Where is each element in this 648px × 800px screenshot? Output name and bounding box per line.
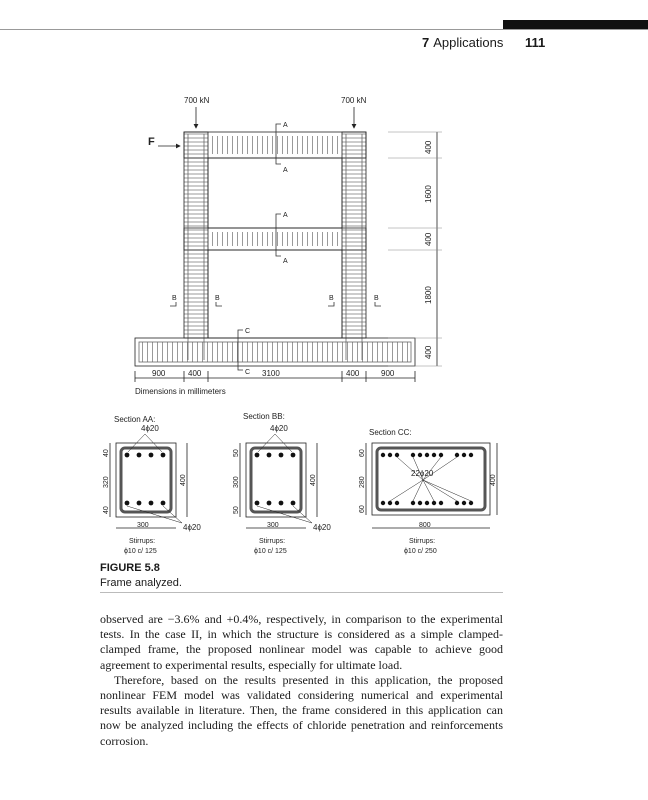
svg-text:300: 300: [233, 476, 240, 488]
svg-text:280: 280: [359, 476, 366, 488]
paragraph: Therefore, based on the results presented in this application, the proposed nonlinear FEM model was validated considering numerical and experimental results available in literature. Then, the frame considered in this application can now be analyzed including the effects of chloride penetration and reinforcements corrosion.: [100, 672, 503, 748]
dim-400-right: 400: [346, 369, 360, 378]
section-mark-b: B: [329, 295, 334, 302]
dim-3100: 3100: [262, 369, 280, 378]
svg-text:400: 400: [180, 474, 187, 486]
figure-caption: Frame analyzed.: [100, 577, 182, 589]
dim-400-left: 400: [188, 369, 202, 378]
section-aa-stirrups: ϕ10 c/ 125: [124, 548, 157, 555]
svg-text:400: 400: [490, 474, 497, 486]
section-aa-title: Section AA:: [114, 415, 156, 424]
svg-text:300: 300: [137, 522, 149, 529]
section-mark-c: C: [245, 369, 251, 376]
dim-900-left: 900: [152, 369, 166, 378]
svg-text:800: 800: [419, 522, 431, 529]
dim-1800: 1800: [424, 286, 433, 304]
svg-text:320: 320: [103, 476, 110, 488]
svg-text:50: 50: [233, 506, 240, 514]
svg-text:Stirrups:: Stirrups:: [129, 538, 156, 545]
page-number: 111: [525, 35, 546, 50]
section-bb: [233, 412, 331, 555]
svg-text:60: 60: [359, 449, 366, 457]
section-bb-bottom-bars: 4ϕ20: [313, 523, 331, 532]
svg-text:40: 40: [103, 506, 110, 514]
section-bb-top-bars: 4ϕ20: [270, 424, 288, 433]
body-text: [100, 612, 503, 749]
chapter-title: Applications: [433, 35, 504, 50]
paragraph: observed are −3.6% and +0.4%, respectively, in comparison to the experimental tests. In the case II, in which the structure is considered as a simple clamped-clamped frame, the proposed nonlinear model was capable to achieve good agreement to experimental results, especially for ultimate load.: [100, 612, 503, 672]
section-cc-stirrups: ϕ10 c/ 250: [404, 548, 437, 555]
vertical-dimensions: [388, 132, 442, 366]
dim-400-top: 400: [424, 140, 433, 154]
section-mark-c: C: [245, 328, 251, 335]
left-load-label: 700 kN: [184, 96, 210, 105]
section-bb-stirrups: ϕ10 c/ 125: [254, 548, 287, 555]
section-aa-bottom-bars: 4ϕ20: [183, 523, 201, 532]
section-mark-b: B: [215, 295, 220, 302]
section-mark-b: B: [374, 295, 379, 302]
dim-900-right: 900: [381, 369, 395, 378]
svg-text:Stirrups:: Stirrups:: [259, 538, 286, 545]
figure-label: FIGURE 5.8: [100, 562, 160, 574]
section-mark-a: A: [283, 258, 288, 265]
frame-elevation: [135, 132, 415, 366]
caption-rule: [100, 592, 503, 593]
section-aa-top-bars: 4ϕ20: [141, 424, 159, 433]
upper-opening: [208, 158, 342, 228]
lateral-load-label: F: [148, 136, 155, 148]
section-mark-b: B: [172, 295, 177, 302]
section-bb-title: Section BB:: [243, 412, 285, 421]
lower-opening: [208, 250, 342, 338]
section-mark-a: A: [283, 122, 288, 129]
svg-text:Stirrups:: Stirrups:: [409, 538, 436, 545]
section-cc: [359, 428, 497, 555]
section-cc-title: Section CC:: [369, 428, 412, 437]
svg-text:300: 300: [267, 522, 279, 529]
section-cc-stirrup: [377, 448, 485, 510]
dimensions-note: Dimensions in millimeters: [135, 387, 226, 396]
dim-1600: 1600: [424, 185, 433, 203]
right-load-label: 700 kN: [341, 96, 367, 105]
svg-text:40: 40: [103, 449, 110, 457]
svg-text:400: 400: [310, 474, 317, 486]
section-mark-a: A: [283, 167, 288, 174]
section-aa: [103, 415, 201, 555]
chapter-number: 7: [422, 35, 430, 50]
dim-400-bottom: 400: [424, 345, 433, 359]
section-cc-mid-bars: 22ϕ20: [411, 469, 434, 478]
horizontal-dimensions: [135, 369, 415, 396]
dim-400-mid: 400: [424, 232, 433, 246]
svg-text:60: 60: [359, 505, 366, 513]
section-mark-a: A: [283, 212, 288, 219]
svg-text:50: 50: [233, 449, 240, 457]
